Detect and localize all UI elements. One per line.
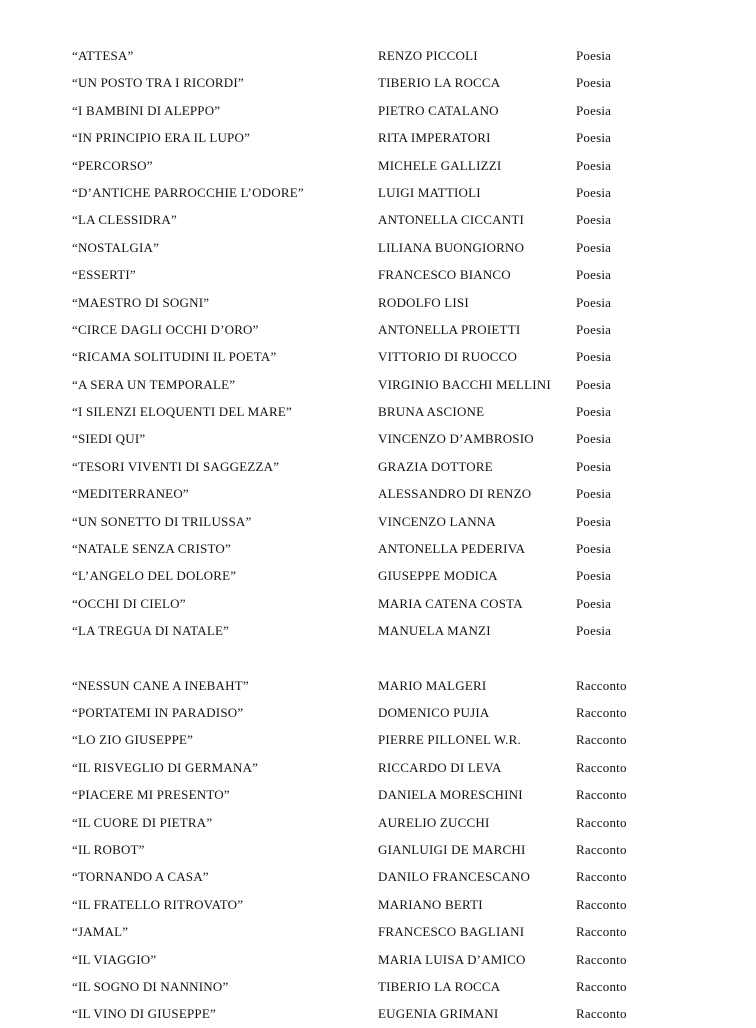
entry-author: MARIO MALGERI — [378, 677, 487, 693]
list-item — [72, 480, 692, 507]
entry-category: Poesia — [576, 595, 612, 611]
list-item — [72, 781, 692, 808]
entry-author: LILIANA BUONGIORNO — [378, 239, 525, 255]
list-item — [72, 343, 692, 370]
entry-category: Poesia — [576, 157, 612, 173]
entry-title: “ATTESA” — [72, 48, 134, 63]
entry-title: “IL VINO DI GIUSEPPE” — [72, 1006, 216, 1022]
list-item — [72, 152, 692, 179]
list-item — [72, 206, 692, 233]
list-item — [72, 69, 692, 96]
entry-title: “RICAMA SOLITUDINI IL POETA” — [72, 349, 277, 365]
entry-title: “NOSTALGIA” — [72, 239, 160, 255]
entry-title: “IN PRINCIPIO ERA IL LUPO” — [72, 130, 251, 146]
entry-author: MANUELA MANZI — [378, 623, 491, 639]
entry-author: FRANCESCO BIANCO — [378, 267, 511, 283]
entry-author: TIBERIO LA ROCCA — [378, 75, 501, 91]
list-item — [72, 946, 692, 973]
entry-category: Racconto — [576, 677, 627, 693]
entry-author: ANTONELLA PROIETTI — [378, 321, 521, 337]
entry-title: “SIEDI QUI” — [72, 431, 146, 447]
entry-author: VINCENZO LANNA — [378, 513, 496, 529]
entry-title: “MAESTRO DI SOGNI” — [72, 294, 210, 310]
list-item — [72, 891, 692, 918]
entry-author: MARIA CATENA COSTA — [378, 595, 523, 611]
entry-category: Poesia — [576, 75, 612, 91]
entry-category: Poesia — [576, 48, 612, 63]
entry-author: VIRGINIO BACCHI MELLINI — [378, 376, 551, 392]
list-item — [72, 398, 692, 425]
entry-title: “LA TREGUA DI NATALE” — [72, 623, 230, 639]
entry-author: PIERRE PILLONEL W.R. — [378, 732, 521, 748]
entry-author: VINCENZO D’AMBROSIO — [378, 431, 534, 447]
entry-author: RODOLFO LISI — [378, 294, 469, 310]
list-item — [72, 699, 692, 726]
entry-author: TIBERIO LA ROCCA — [378, 978, 501, 994]
entry-category: Poesia — [576, 267, 612, 283]
entry-title: “IL RISVEGLIO DI GERMANA” — [72, 759, 259, 775]
entry-title: “LA CLESSIDRA” — [72, 212, 177, 228]
entry-author: ALESSANDRO DI RENZO — [378, 486, 532, 502]
entry-category: Poesia — [576, 349, 612, 365]
entry-category: Racconto — [576, 759, 627, 775]
entry-category: Poesia — [576, 376, 612, 392]
entry-author: VITTORIO DI RUOCCO — [378, 349, 518, 365]
entry-title: “IL CUORE DI PIETRA” — [72, 814, 213, 830]
entry-title: “IL VIAGGIO” — [72, 951, 157, 967]
entry-category: Poesia — [576, 239, 612, 255]
entry-author: LUIGI MATTIOLI — [378, 184, 481, 200]
entry-author: RITA IMPERATORI — [378, 130, 491, 146]
entry-category: Poesia — [576, 404, 612, 420]
entry-category: Poesia — [576, 568, 612, 584]
list-item — [72, 42, 692, 69]
entry-category: Poesia — [576, 321, 612, 337]
section-separator — [72, 645, 692, 672]
entry-title: “PERCORSO” — [72, 157, 153, 173]
entry-category: Racconto — [576, 787, 627, 803]
entry-author: EUGENIA GRIMANI — [378, 1006, 499, 1022]
list-item — [72, 234, 692, 261]
list-item — [72, 562, 692, 589]
list-item — [72, 863, 692, 890]
list-item — [72, 754, 692, 781]
entry-category: Poesia — [576, 623, 612, 639]
entry-author: DOMENICO PUJIA — [378, 704, 490, 720]
list-item — [72, 809, 692, 836]
entry-title: “A SERA UN TEMPORALE” — [72, 376, 236, 392]
entry-title: “CIRCE DAGLI OCCHI D’ORO” — [72, 321, 259, 337]
entry-author: GIANLUIGI DE MARCHI — [378, 841, 526, 857]
entry-title: “IL ROBOT” — [72, 841, 145, 857]
list-item — [72, 672, 692, 699]
list-item — [72, 316, 692, 343]
entry-author: ANTONELLA PEDERIVA — [378, 541, 526, 557]
entry-title: “UN SONETTO DI TRILUSSA” — [72, 513, 252, 529]
entry-title: “ESSERTI” — [72, 267, 136, 283]
list-item — [72, 371, 692, 398]
entry-author: BRUNA ASCIONE — [378, 404, 485, 420]
entry-author: RICCARDO DI LEVA — [378, 759, 502, 775]
entry-author: AURELIO ZUCCHI — [378, 814, 490, 830]
entry-title: “L’ANGELO DEL DOLORE” — [72, 568, 237, 584]
list-item — [72, 726, 692, 753]
entry-category: Racconto — [576, 896, 627, 912]
entry-title: “JAMAL” — [72, 924, 129, 940]
list-item — [72, 179, 692, 206]
entry-category: Racconto — [576, 951, 627, 967]
entry-author: GIUSEPPE MODICA — [378, 568, 498, 584]
entry-title: “TESORI VIVENTI DI SAGGEZZA” — [72, 458, 280, 474]
entry-category: Racconto — [576, 924, 627, 940]
list-item — [72, 973, 692, 1000]
list-item — [72, 918, 692, 945]
entry-title: “PIACERE MI PRESENTO” — [72, 787, 230, 803]
entry-title: “NATALE SENZA CRISTO” — [72, 541, 231, 557]
entry-category: Racconto — [576, 732, 627, 748]
list-item — [72, 261, 692, 288]
list-item — [72, 425, 692, 452]
list-item — [72, 124, 692, 151]
entry-title: “I SILENZI ELOQUENTI DEL MARE” — [72, 404, 292, 420]
entries-list — [72, 42, 692, 1028]
entry-category: Poesia — [576, 212, 612, 228]
entry-category: Racconto — [576, 814, 627, 830]
entry-category: Poesia — [576, 130, 612, 146]
entry-title: “LO ZIO GIUSEPPE” — [72, 732, 194, 748]
entry-title: “MEDITERRANEO” — [72, 486, 189, 502]
entry-title: “TORNANDO A CASA” — [72, 869, 209, 885]
entry-author: RENZO PICCOLI — [378, 48, 478, 63]
entry-category: Racconto — [576, 869, 627, 885]
entry-category: Poesia — [576, 541, 612, 557]
entry-title: “NESSUN CANE A INEBAHT” — [72, 677, 249, 693]
entry-category: Poesia — [576, 458, 612, 474]
entry-author: FRANCESCO BAGLIANI — [378, 924, 525, 940]
entry-category: Poesia — [576, 431, 612, 447]
list-item — [72, 836, 692, 863]
entry-title: “IL FRATELLO RITROVATO” — [72, 896, 244, 912]
entry-category: Racconto — [576, 841, 627, 857]
entry-author: MARIA LUISA D’AMICO — [378, 951, 526, 967]
entry-category: Racconto — [576, 704, 627, 720]
entry-author: GRAZIA DOTTORE — [378, 458, 493, 474]
entry-title: “I BAMBINI DI ALEPPO” — [72, 102, 221, 118]
entry-category: Poesia — [576, 102, 612, 118]
entry-title: “D’ANTICHE PARROCCHIE L’ODORE” — [72, 184, 304, 200]
list-item — [72, 453, 692, 480]
entry-author: ANTONELLA CICCANTI — [378, 212, 524, 228]
list-item — [72, 590, 692, 617]
entry-category: Poesia — [576, 513, 612, 529]
entry-author: MICHELE GALLIZZI — [378, 157, 502, 173]
list-item — [72, 289, 692, 316]
entry-category: Poesia — [576, 486, 612, 502]
list-item — [72, 535, 692, 562]
list-item — [72, 508, 692, 535]
entry-title: “PORTATEMI IN PARADISO” — [72, 704, 244, 720]
entry-author: MARIANO BERTI — [378, 896, 483, 912]
entry-title: “OCCHI DI CIELO” — [72, 595, 186, 611]
entry-category: Poesia — [576, 294, 612, 310]
entry-author: PIETRO CATALANO — [378, 102, 499, 118]
list-item — [72, 97, 692, 124]
entry-author: DANIELA MORESCHINI — [378, 787, 523, 803]
entry-category: Racconto — [576, 978, 627, 994]
entry-title: “UN POSTO TRA I RICORDI” — [72, 75, 244, 91]
entry-title: “IL SOGNO DI NANNINO” — [72, 978, 229, 994]
entry-category: Poesia — [576, 184, 612, 200]
entry-category: Racconto — [576, 1006, 627, 1022]
entry-author: DANILO FRANCESCANO — [378, 869, 531, 885]
list-item — [72, 617, 692, 644]
